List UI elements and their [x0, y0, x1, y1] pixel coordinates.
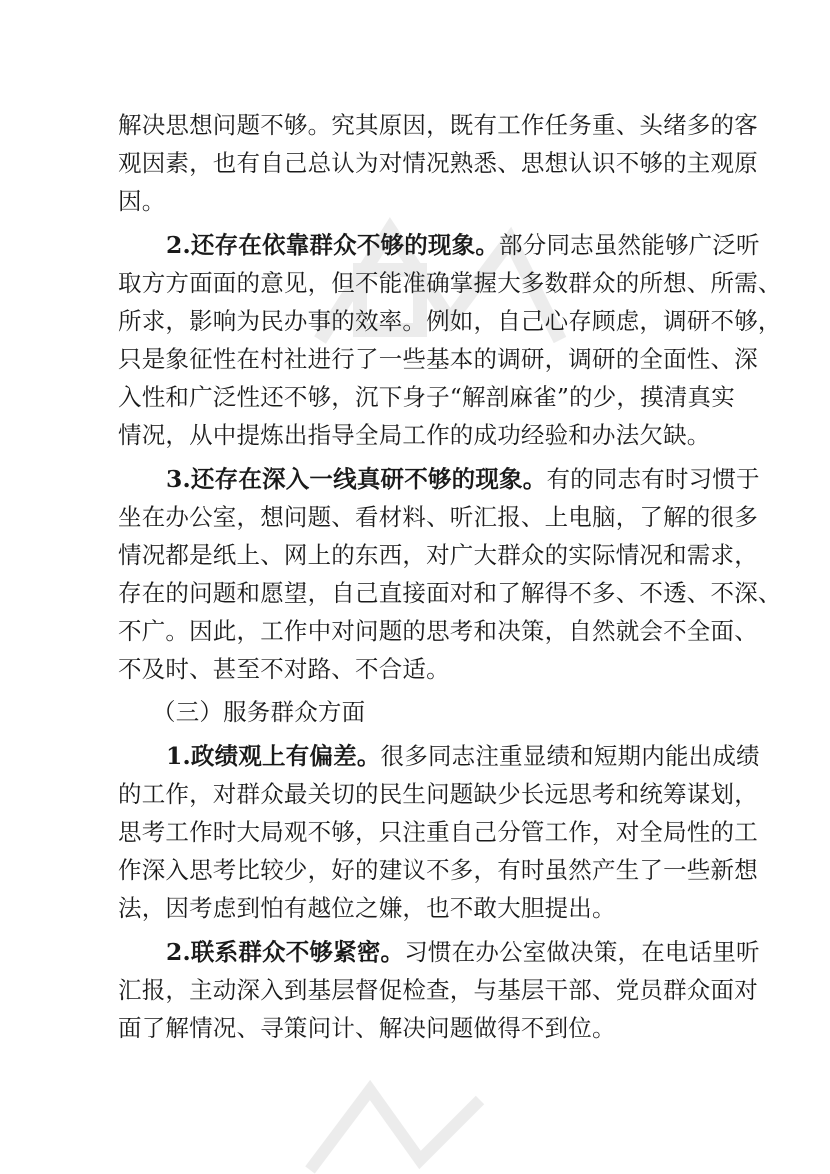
para2-line-2: 取方方面面的意见，但不能准确掌握大多数群众的所想、所需、: [118, 269, 782, 297]
para5-line-2: 汇报，主动深入到基层督促检查，与基层干部、党员群众面对: [118, 976, 758, 1004]
para3-text-1: 有的同志有时习惯于: [546, 465, 760, 493]
para3-line-1: [166, 460, 766, 498]
para2-line-1: [166, 226, 766, 264]
para3-line-6: 不及时、甚至不对路、不合适。: [118, 655, 450, 683]
para4-line-4: 作深入思考比较少，好的建议不多，有时虽然产生了一些新想: [118, 856, 758, 884]
para2-line-4: 只是象征性在村社进行了一些基本的调研，调研的全面性、深: [118, 345, 758, 373]
para3-line-2: 坐在办公室，想问题、看材料、听汇报、上电脑，了解的很多: [118, 503, 758, 531]
para3-line-3: 情况都是纸上、网上的东西，对广大群众的实际情况和需求，: [118, 541, 758, 569]
para1-line-3: 因。: [118, 187, 166, 215]
para1-line-1: 解决思想问题不够。究其原因，既有工作任务重、头绪多的客: [118, 111, 758, 139]
para5-line-1: [166, 933, 766, 971]
para3-line-4: 存在的问题和愿望，自己直接面对和了解得不多、不透、不深、: [118, 579, 782, 607]
para3-heading: 3.还存在深入一线真研不够的现象。: [166, 465, 547, 493]
para5-text-1: 习惯在办公室做决策，在电话里听: [404, 938, 760, 966]
para4-line-2: 的工作，对群众最关切的民生问题缺少长远思考和统筹谋划，: [118, 780, 758, 808]
para5-line-3: 面了解情况、寻策问计、解决问题做得不到位。: [118, 1014, 616, 1042]
para1-line-2: 观因素，也有自己总认为对情况熟悉、思想认识不够的主观原: [118, 149, 758, 177]
watermark-logo-bottom: [300, 1080, 500, 1174]
para3-line-5: 不广。因此，工作中对问题的思考和决策，自然就会不全面、: [118, 617, 758, 645]
para2-heading: 2.还存在依靠群众不够的现象。: [166, 231, 500, 259]
para4-line-1: [166, 737, 766, 775]
para4-heading: 1.政绩观上有偏差。: [166, 742, 381, 770]
section-title: （三）服务群众方面: [152, 698, 366, 726]
para4-line-5: 法，因考虑到怕有越位之嫌，也不敢大胆提出。: [118, 894, 616, 922]
para4-text-1: 很多同志注重显绩和短期内能出成绩: [380, 742, 760, 770]
para2-text-1: 部分同志虽然能够广泛听: [499, 231, 760, 259]
para2-line-6: 情况，从中提炼出指导全局工作的成功经验和办法欠缺。: [118, 421, 711, 449]
para2-line-3: 所求，影响为民办事的效率。例如，自己心存顾虑，调研不够，: [118, 307, 782, 335]
para4-line-3: 思考工作时大局观不够，只注重自己分管工作，对全局性的工: [118, 818, 758, 846]
para5-heading: 2.联系群众不够紧密。: [166, 938, 405, 966]
para2-line-5: 入性和广泛性还不够，沉下身子“解剖麻雀”的少，摸清真实: [118, 383, 735, 411]
